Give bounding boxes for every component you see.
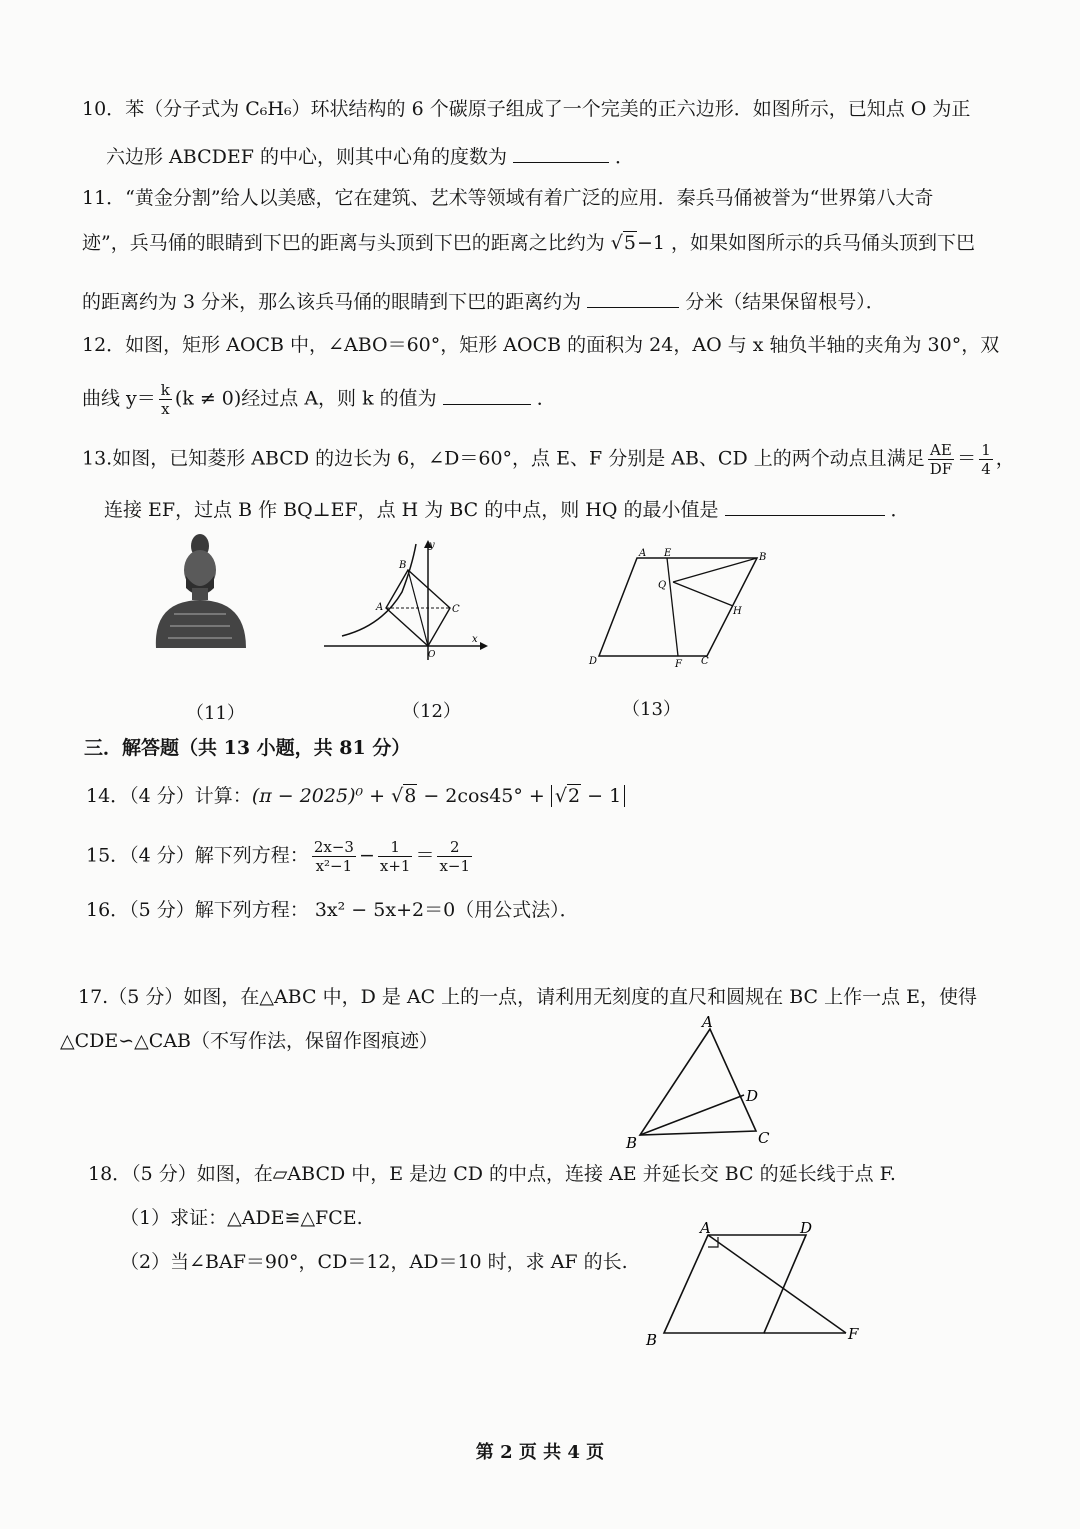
q15-frac3 <box>437 838 472 875</box>
q12-end: ． <box>536 387 556 410</box>
q15-frac1 <box>312 838 356 875</box>
f13-label-a: A <box>639 548 647 559</box>
figure-17-triangle <box>622 1015 782 1150</box>
q15-minus: − <box>358 844 375 867</box>
q15-eq: ＝ <box>415 844 435 867</box>
f13-label-b: B <box>759 552 767 563</box>
q13-text2: 连接 EF，过点 B 作 BQ⊥EF，点 H 为 BC 的中点，则 HQ 的最小值是 <box>104 499 719 521</box>
q11-text-b: ，如果如图所示的兵马俑头顶到下巴 <box>671 232 976 254</box>
f13-segment-qh <box>673 582 733 606</box>
q15-frac1-num: 2x−3 <box>313 838 354 856</box>
q12-text-a: 曲线 y＝ <box>82 387 156 410</box>
q13-frac2-den: 4 <box>981 460 991 478</box>
f18-segment-af <box>708 1235 846 1333</box>
q12-answer-blank[interactable] <box>443 386 531 405</box>
q14-abs-sqrt2: 2 <box>568 785 581 807</box>
f13-label-h: H <box>733 606 742 617</box>
q15-frac2-num: 1 <box>378 838 413 857</box>
q10-answer-blank[interactable] <box>513 144 609 163</box>
figure-18-parallelogram <box>640 1215 870 1355</box>
q15-frac3-den: x−1 <box>439 857 471 875</box>
figure-12-rectangle-hyperbola <box>320 538 490 663</box>
q11-line3 <box>82 288 885 316</box>
q16-line: 16．（5 分）解下列方程： 3x² − 5x+2＝0（用公式法）． <box>86 899 579 921</box>
q12-line2 <box>82 381 556 418</box>
q15-frac2 <box>378 838 413 875</box>
q11-line2 <box>82 229 975 257</box>
f12-label-a: A <box>376 602 384 613</box>
f12-label-y: y <box>429 540 435 551</box>
q13-frac-one-quarter <box>979 441 993 478</box>
q12-frac-den: x <box>161 400 170 418</box>
f12-label-c: C <box>452 604 460 615</box>
figure-11-warrior <box>150 530 250 650</box>
q13-frac1-den: DF <box>929 460 953 478</box>
f17-triangle-abc <box>640 1029 759 1135</box>
q10-text: 六边形 ABCDEF 的中心，则其中心角的度数为 <box>106 146 507 168</box>
q10-line2 <box>106 143 634 171</box>
q11-answer-blank[interactable] <box>587 289 679 308</box>
q11-text-d: 分米（结果保留根号）． <box>685 291 885 313</box>
q14-line: 14．（4 分）计算：(π − 2025)⁰ + √8 − 2cos45° + √2 − 1 <box>86 782 625 810</box>
f12-label-b: B <box>399 560 407 571</box>
q13-frac2-num: 1 <box>981 441 991 459</box>
q17-line2: △CDE∽△CAB（不写作法，保留作图痕迹） <box>60 1030 439 1052</box>
q14-label: 14．（4 分）计算： <box>86 785 252 807</box>
q15-frac1-den: x²−1 <box>315 857 353 875</box>
f13-segment-bq <box>673 558 757 582</box>
q15-label: 15．（4 分）解下列方程： <box>86 844 309 867</box>
q10-end: ． <box>615 146 635 168</box>
q13-line2 <box>104 496 910 524</box>
q11-ratio-radicand: 5 <box>623 232 636 254</box>
f12-hyperbola <box>342 544 416 636</box>
q11-ratio-rest: −1 <box>636 232 665 254</box>
q13-answer-blank[interactable] <box>725 497 885 516</box>
q17-line1: 17.（5 分）如图，在△ABC 中，D 是 AC 上的一点，请利用无刻度的直尺和圆规在 BC 上作一点 E，使得 <box>78 986 978 1008</box>
f13-label-d: D <box>589 656 598 667</box>
figure-12-label: （12） <box>402 701 461 722</box>
f12-label-o: O <box>428 650 436 660</box>
f13-label-e: E <box>664 548 672 559</box>
f18-label-a: A <box>700 1219 711 1237</box>
q14-expr1: (π − 2025)⁰ + <box>251 785 392 807</box>
q12-line1: 12．如图，矩形 AOCB 中，∠ABO＝60°，矩形 AOCB 的面积为 24，AO 与 x 轴负半轴的夹角为 30°，双 <box>82 334 1000 356</box>
f17-segment-bd <box>640 1095 744 1135</box>
q10-line1: 10．苯（分子式为 C₆H₆）环状结构的 6 个碳原子组成了一个完美的正六边形．如图所示，已知点 O 为正 <box>82 98 971 120</box>
figure-13-rhombus <box>585 548 775 673</box>
figure-13-label: （13） <box>622 699 681 720</box>
figure-11-label: （11） <box>186 703 245 724</box>
q12-text-b: (k ≠ 0)经过点 A，则 k 的值为 <box>174 387 437 410</box>
f17-label-c: C <box>758 1129 770 1147</box>
q12-fraction <box>159 381 172 418</box>
page-footer: 第 2 页 共 4 页 <box>475 1442 605 1463</box>
q18-part1: （1）求证：△ADE≌△FCE. <box>120 1207 363 1229</box>
q14-expr2: − 2cos45° + <box>417 785 551 807</box>
q12-frac-num: k <box>160 381 170 399</box>
section-3-heading: 三．解答题（共 13 小题，共 81 分） <box>84 737 411 759</box>
f13-label-c: C <box>701 656 709 667</box>
f18-label-b: B <box>646 1331 658 1349</box>
q11-text-a: 迹”，兵马俑的眼睛到下巴的距离与头顶到下巴的距离之比约为 <box>82 232 605 254</box>
q13-line1 <box>82 441 1015 478</box>
q11-ratio: √5−1 <box>610 232 665 254</box>
q13-frac1-num: AE <box>928 441 954 460</box>
f13-label-f: F <box>675 659 682 670</box>
q14-abs-rest: − 1 <box>581 785 622 807</box>
q13-end: ． <box>890 499 910 521</box>
q13-tail: ， <box>995 447 1015 470</box>
q14-abs: √2 − 1 <box>551 785 625 807</box>
q13-frac-ae-df <box>928 441 954 478</box>
q13-eq: ＝ <box>957 447 977 470</box>
f13-segment-ef <box>667 558 678 656</box>
q18-line1: 18．（5 分）如图，在▱ABCD 中，E 是边 CD 的中点，连接 AE 并延长交 BC 的延长线于点 F. <box>88 1163 896 1185</box>
q18-part2: （2）当∠BAF＝90°，CD＝12，AD＝10 时，求 AF 的长. <box>120 1251 628 1273</box>
q14-sqrt8: 8 <box>404 785 417 807</box>
f18-parallelogram <box>664 1235 806 1333</box>
f17-label-d: D <box>746 1087 759 1105</box>
f12-label-x: x <box>472 634 478 645</box>
q15-frac2-den: x+1 <box>379 857 411 875</box>
f17-label-b: B <box>626 1134 638 1152</box>
q11-line1: 11．“黄金分割”给人以美感，它在建筑、艺术等领域有着广泛的应用．秦兵马俑被誉为“世界第八大奇 <box>82 187 934 209</box>
q15-frac3-num: 2 <box>437 838 472 857</box>
f18-label-d: D <box>800 1219 813 1237</box>
q15-line <box>86 838 475 875</box>
f17-label-a: A <box>702 1013 713 1031</box>
f18-label-f: F <box>848 1325 859 1343</box>
f13-label-q: Q <box>658 580 667 591</box>
q13-text: 13.如图，已知菱形 ABCD 的边长为 6，∠D＝60°，点 E、F 分别是 AB、CD 上的两个动点且满足 <box>82 447 925 470</box>
q11-text-c: 的距离约为 3 分米，那么该兵马俑的眼睛到下巴的距离约为 <box>82 291 582 313</box>
